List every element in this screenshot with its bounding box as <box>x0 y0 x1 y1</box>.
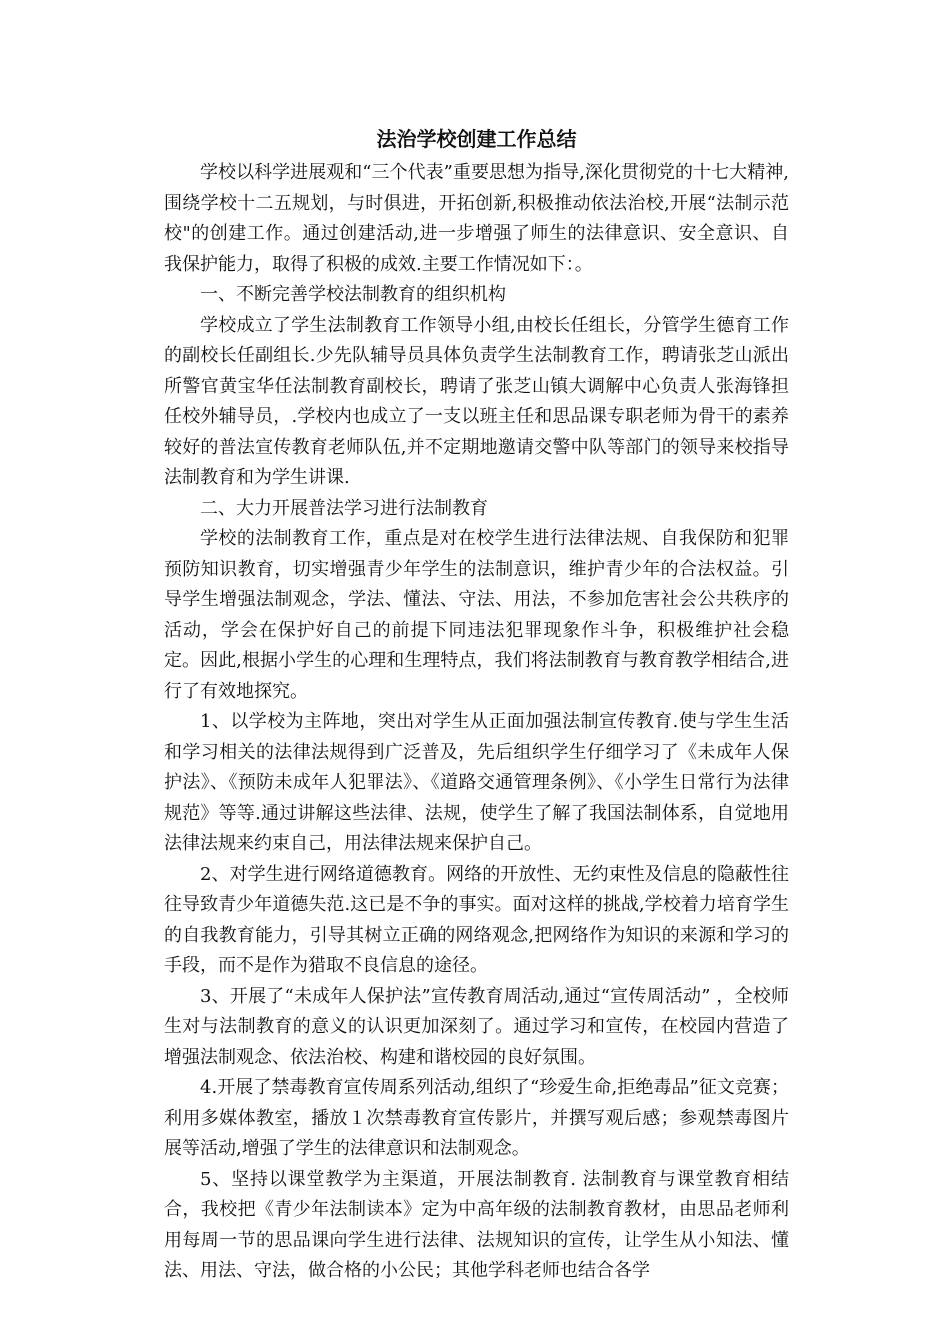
paragraph-organization: 学校成立了学生法制教育工作领导小组,由校长任组长，分管学生德育工作的副校长任副组长.少先队辅导员具体负责学生法制教育工作，聘请张芝山派出所警官黄宝华任法制教育副校长，聘请了张芝山镇大调解中心负责人张海锋担任校外辅导员，.学校内也成立了一支以班主任和思品课专职老师为骨干的素养较好的普法宣传教育老师队伍,并不定期地邀请交警中队等部门的领导来校指导法制教育和为学生讲课. <box>164 314 789 488</box>
section-heading-1: 一、不断完善学校法制教育的组织机构 <box>200 284 506 305</box>
paragraph-item-1: 1、以学校为主阵地，突出对学生从正面加强法制宣传教育.使与学生生活和学习相关的法律法规得到广泛普及，先后组织学生仔细学习了《未成年人保护法》、《预防未成年人犯罪法》、《道路交通管理条例》、《小学生日常行为法律规范》等等.通过讲解这些法律、法规，使学生了解了我国法制体系，自觉地用法律法规来约束自己，用法律法规来保护自己。 <box>164 711 789 854</box>
paragraph-item-4: 4.开展了禁毒教育宣传周系列活动,组织了“珍爱生命,拒绝毒品”征文竞赛；利用多媒体教室，播放１次禁毒教育宣传影片，并撰写观后感；参观禁毒图片展等活动,增强了学生的法律意识和法制观念。 <box>164 1077 789 1159</box>
document-body <box>164 124 789 1287</box>
document-title: 法治学校创建工作总结 <box>376 127 577 151</box>
paragraph-item-3: 3、开展了“未成年人保护法”宣传教育周活动,通过“宣传周活动” ，全校师生对与法制教育的意义的认识更加深刻了。通过学习和宣传，在校园内营造了增强法制观念、依法治校、构建和谐校园的良好氛围。 <box>164 985 789 1068</box>
paragraph-item-5: 5、坚持以课堂教学为主渠道，开展法制教育. 法制教育与课堂教育相结合，我校把《青少年法制读本》定为中高年级的法制教育教材，由思品老师利用每周一节的思品课向学生进行法律、法规知识的宣传，让学生从小知法、懂法、用法、守法，做合格的小公民；其他学科老师也结合各学 <box>164 1168 789 1281</box>
paragraph-education: 学校的法制教育工作，重点是对在校学生进行法律法规、自我保防和犯罪预防知识教育，切实增强青少年学生的法制意识，维护青少年的合法权益。引导学生增强法制观念，学法、懂法、守法、用法，不参加危害社会公共秩序的活动，学会在保护好自己的前提下同违法犯罪现象作斗争，积极维护社会稳定。因此,根据小学生的心理和生理特点，我们将法制教育与教育教学相结合,进行了有效地探究。 <box>164 528 789 702</box>
section-heading-2: 二、大力开展普法学习进行法制教育 <box>200 497 488 519</box>
paragraph-intro: 学校以科学进展观和“三个代表”重要思想为指导,深化贯彻党的十七大精神,围绕学校十二五规划，与时俱进，开拓创新,积极推动依法治校,开展“法制示范校"的创建工作。通过创建活动,进一步增强了师生的法律意识、安全意识、自我保护能力，取得了积极的成效.主要工作情况如下：。 <box>164 162 789 275</box>
paragraph-item-2: 2、对学生进行网络道德教育。网络的开放性、无约束性及信息的隐蔽性往往导致青少年道德失范.这已是不争的事实。面对这样的挑战,学校着力培育学生的自我教育能力，引导其树立正确的网络观念,把网络作为知识的来源和学习的手段，而不是作为猎取不良信息的途径。 <box>164 863 789 976</box>
